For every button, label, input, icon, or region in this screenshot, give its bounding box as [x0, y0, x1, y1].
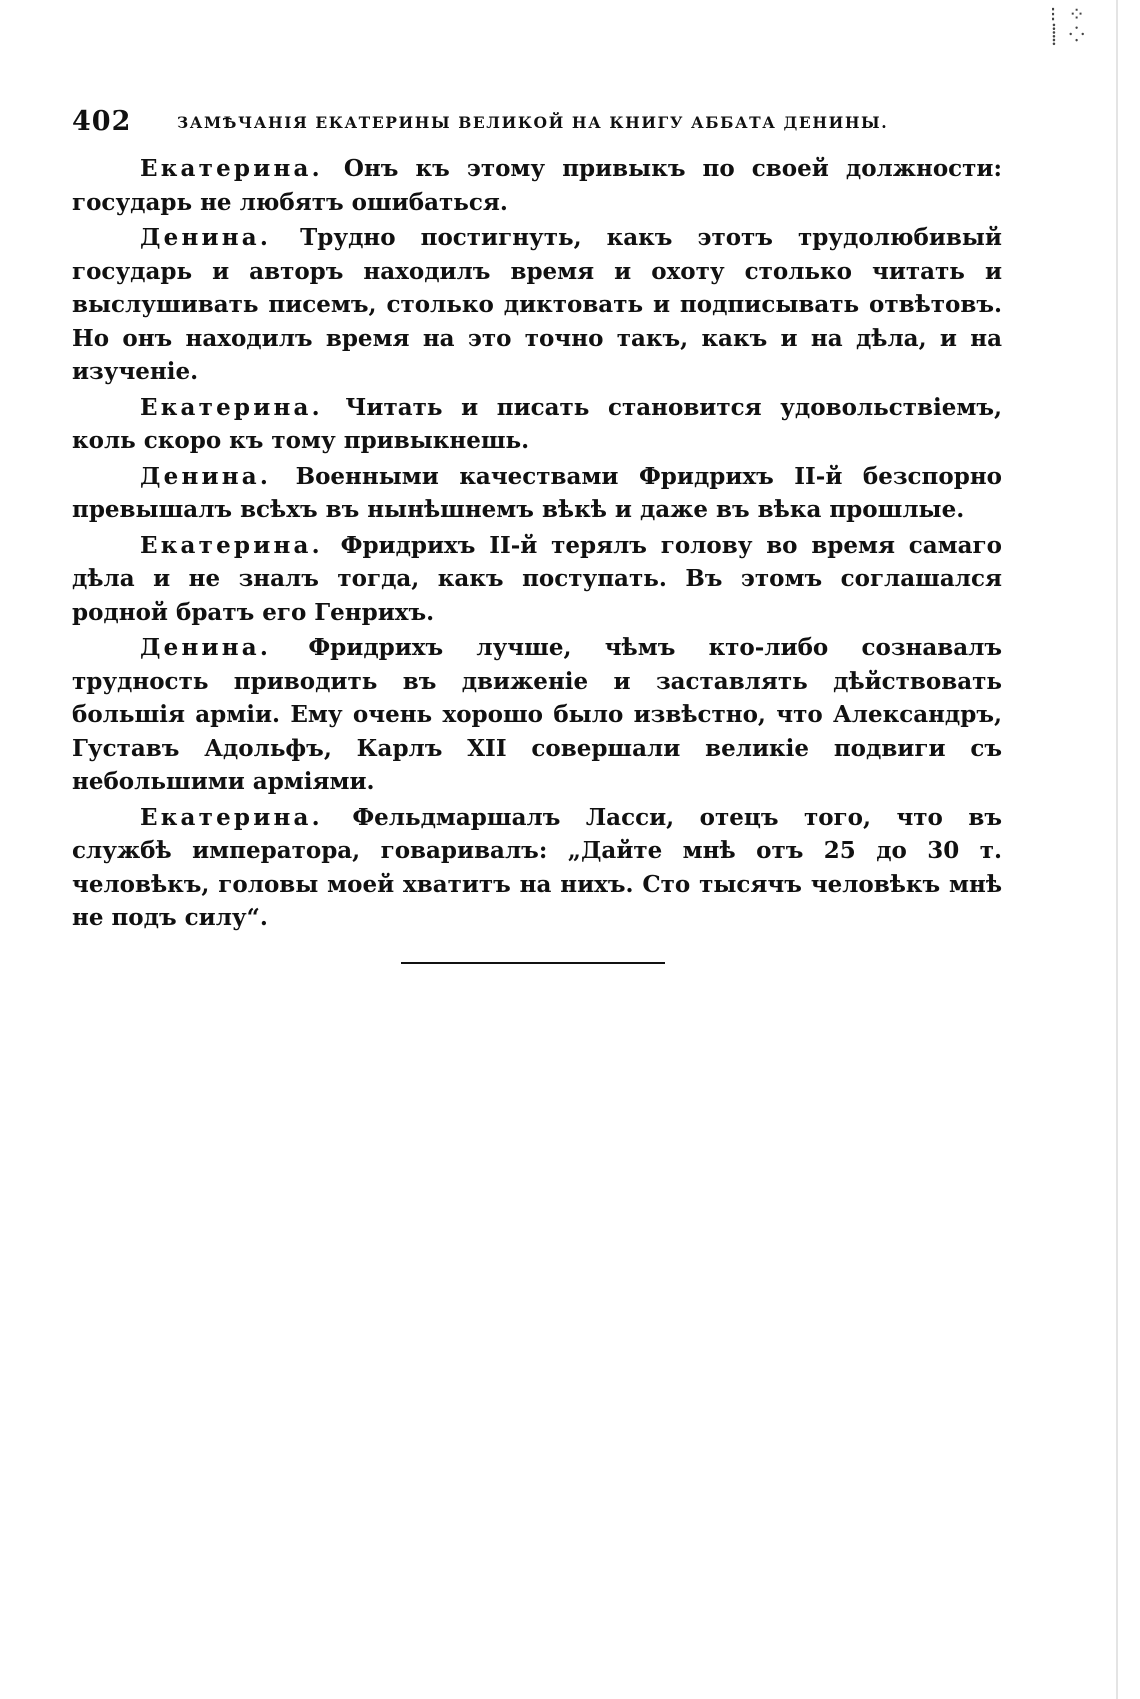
paragraph: [72, 801, 1002, 935]
speaker-name: Екатерина.: [140, 803, 323, 831]
paragraph-text: Онъ къ этому привыкъ по своей должности: государь не любятъ ошибаться.: [72, 155, 1002, 216]
scan-edge-line: [1116, 0, 1118, 1699]
paragraph-text: Военными качествами Фридрихъ II-й безспорно превышалъ всѣхъ въ нынѣшнемъ вѣкѣ и даже въ вѣка прошлые.: [72, 462, 1002, 523]
page-number: 402: [72, 106, 132, 137]
speaker-name: Екатерина.: [140, 531, 323, 559]
paragraph: [72, 460, 1002, 527]
speaker-name: Екатерина.: [140, 155, 323, 182]
paragraph-text: Фридрихъ II-й терялъ голову во время самаго дѣла и не зналъ тогда, какъ поступать. Въ этомъ соглашался родной братъ его Генрихъ.: [72, 531, 1002, 626]
paragraph-text: Фельдмаршалъ Ласси, отецъ того, что въ службѣ императора, говаривалъ: „Дайте мнѣ отъ 25 до 30 т. человѣкъ, головы моей хватитъ на нихъ. Сто тысячъ человѣкъ мнѣ не подъ силу“.: [72, 803, 1002, 931]
paragraph-text: Читать и писать становится удовольствіемъ, коль скоро къ тому привыкнешь.: [72, 393, 1002, 454]
paragraph: [72, 529, 1002, 630]
paragraph-text: Трудно постигнуть, какъ этотъ трудолюбивый государь и авторъ находилъ время и охоту столько читать и выслушивать писемъ, столько диктовать и подписывать отвѣтовъ. Но онъ находилъ время на это точно такъ, какъ и на дѣла, и на изученіе.: [72, 224, 1002, 385]
dialogue-body: [72, 152, 1002, 937]
speaker-name: Екатерина.: [140, 393, 323, 421]
speaker-name: Денина.: [140, 462, 272, 490]
paragraph: [72, 152, 1002, 219]
page-header: [72, 102, 932, 142]
scan-specks: ⁝ ⁘ ⸽ ⁘: [1049, 2, 1085, 46]
paragraph: [72, 631, 1002, 799]
paragraph-text: Фридрихъ лучше, чѣмъ кто-либо сознавалъ трудность приводить въ движеніе и заставлять дѣйствовать большія арміи. Ему очень хорошо было извѣстно, что Александръ, Густавъ Адольфъ, Карлъ XII совершали великіе подвиги съ небольшими арміями.: [72, 634, 1002, 795]
paragraph: [72, 221, 1002, 389]
paragraph: [72, 391, 1002, 458]
speaker-name: Денина.: [140, 634, 272, 661]
section-end-rule: [401, 962, 665, 964]
speaker-name: Денина.: [140, 224, 272, 251]
running-title: ЗАМѢЧАНІЯ ЕКАТЕРИНЫ ВЕЛИКОЙ НА КНИГУ АББАТА ДЕНИНЫ.: [177, 113, 889, 132]
